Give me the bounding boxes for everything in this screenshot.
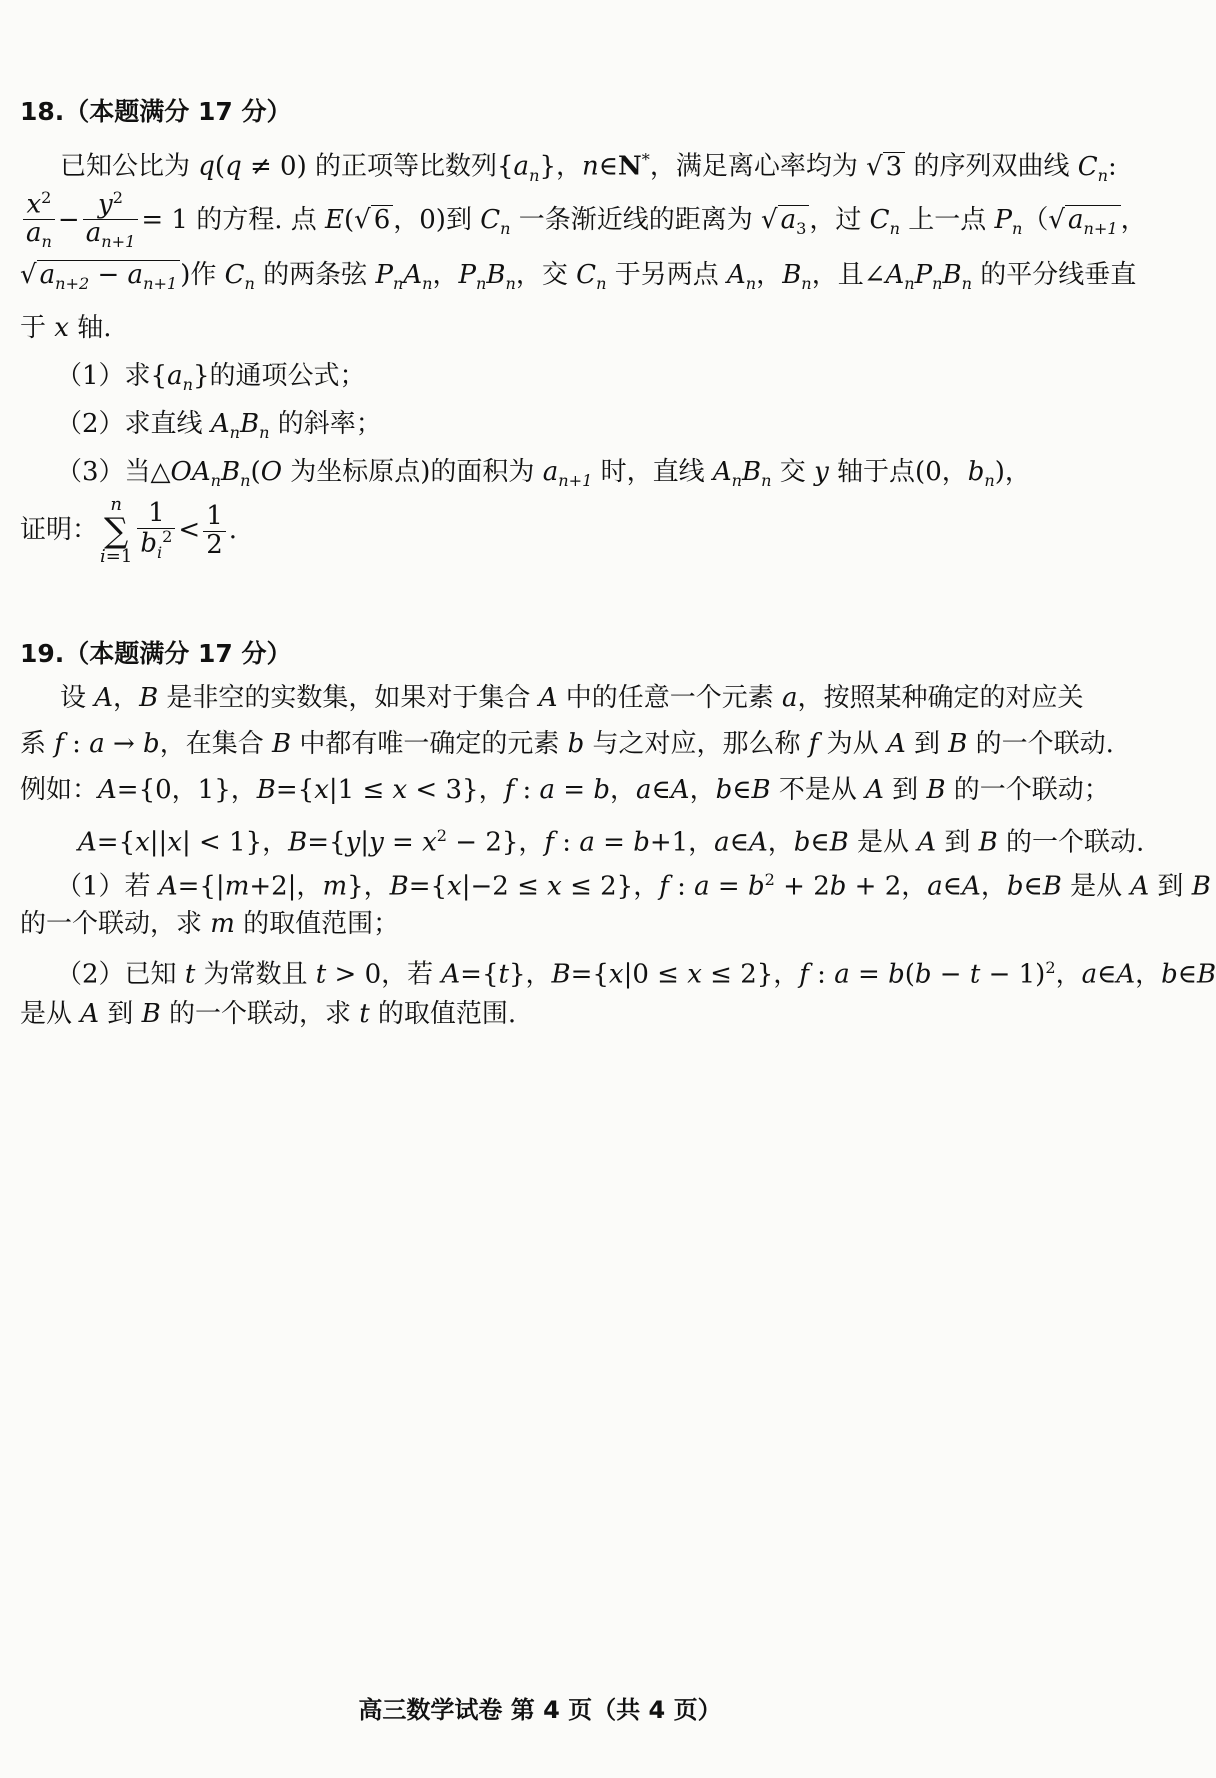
q18-title: 18.（本题满分 17 分） (20, 97, 292, 126)
q19-title: 19.（本题满分 17 分） (20, 639, 292, 668)
q18-paragraph-line-3: √ $a_{n+2} - a_{n+1}$ )作 $C_n$ 的两条弦 $P_nA_n$，$P_nB_n$，交 $C_n$ 于另两点 $A_n$，$B_n$，且$\angle A_nP_nB_n$ 的平分线垂直 (20, 260, 1137, 294)
q18-paragraph-line-4: 于 x 轴. (20, 313, 112, 343)
q18-proof-line: 证明：n ∑ i=1 $\frac{1}{b_i^2}$ < $\frac{1}{2}$ . (20, 494, 237, 567)
q18-paragraph-line-2: $\frac{x^2}{a_n}$ − $\frac{y^2}{a_{n+1}}$ = 1 的方程. 点 E(√ 6 ，0)到 $C_n$ 一条渐近线的距离为 √ $a_3$ ，过 $C_n$ 上一点 $P_n(√$ $a_{n+1}$ ， (20, 190, 1058, 250)
q19-paragraph-line-1: 设 A，B 是非空的实数集，如果对于集合 A 中的任意一个元素 a，按照某种确定的对应关 (60, 683, 1084, 713)
q18-sub3: （3）当$\triangle OA_nB_n(O$ 为坐标原点)的面积为 $a_{n+1}$ 时，直线 $A_nB_n$ 交 y 轴于点(0，$b_n$)， (56, 457, 1031, 491)
q19-sub2-cont: 是从 A 到 B 的一个联动，求 t 的取值范围. (20, 999, 517, 1029)
q19-sub2: （2）已知 t 为常数且 t > 0，若 A={t}，B={x|0 ≤ x ≤ 2}，f : $a = b(b - t - 1)^2$，a∈A，b∈B (56, 958, 1216, 990)
page-footer: 高三数学试卷 第 4 页（共 4 页） (358, 1696, 722, 1724)
q18-sub1: （1）求$\{a_n\}$的通项公式； (56, 361, 366, 395)
q19-sub1-cont: 的一个联动，求 m 的取值范围； (20, 909, 400, 939)
q19-sub1: （1）若 A={|m+2|，m}，B={x|−2 ≤ x ≤ 2}，f : $a = b^2 + 2b + 2$，a∈A，b∈B 是从 A 到 B (56, 870, 1211, 902)
q18-paragraph-line-1: 已知公比为 q(q ≠ 0) 的正项等比数列$\{a_n\}$，n∈N*，满足离心率均为 √ 3 的序列双曲线 $C_n$: (60, 150, 1117, 185)
q19-example-2: A={x||x| < 1}，$B=\{y|y = x^2 - 2\}$，f : a = b+1，a∈A，b∈B 是从 A 到 B 的一个联动. (78, 826, 1145, 858)
q18-sub2: （2）求直线 $A_nB_n$ 的斜率； (56, 409, 382, 443)
q19-example-1: 例如：A={0，1}，B={x|1 ≤ x < 3}，f : a = b，a∈A，b∈B 不是从 A 到 B 的一个联动； (20, 775, 1110, 805)
q19-paragraph-line-2: 系 f : a → b，在集合 B 中都有唯一确定的元素 b 与之对应，那么称 f 为从 A 到 B 的一个联动. (20, 729, 1114, 759)
